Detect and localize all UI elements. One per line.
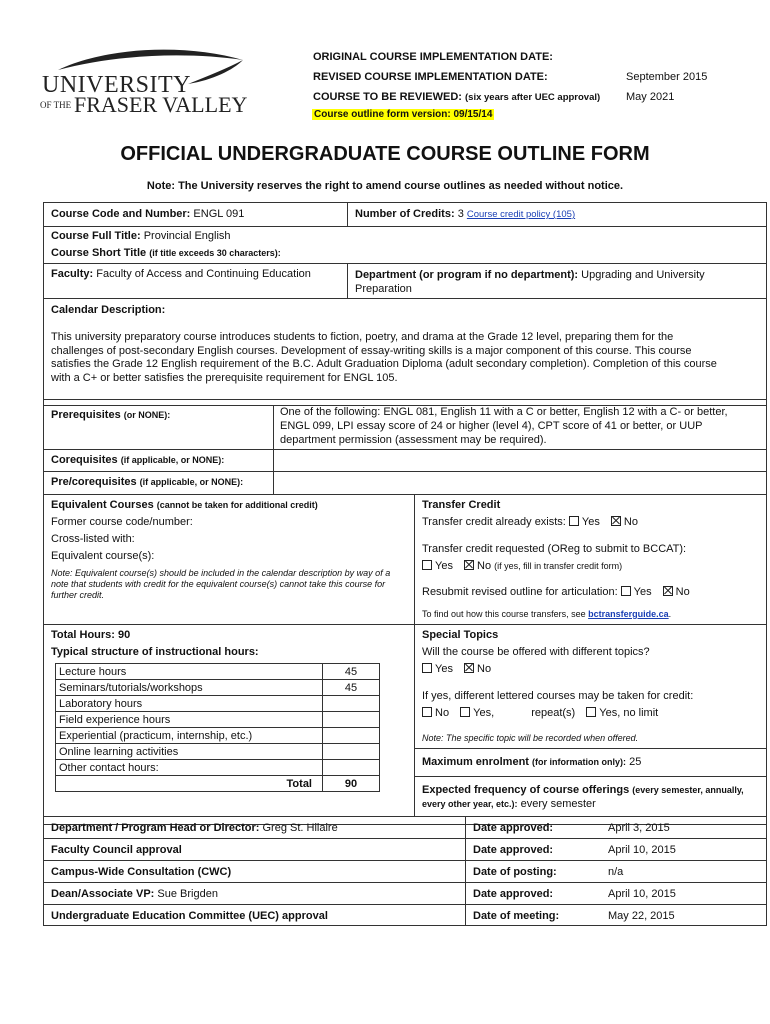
credits-field: [355, 208, 575, 220]
structure-label: Typical structure of instructional hours:: [51, 646, 259, 658]
no-label: No: [623, 516, 638, 528]
logo-of-the: OF THE: [40, 100, 72, 110]
transfer-exists-row: [422, 516, 638, 528]
special-topics-question: Will the course be offered with different topics?: [422, 646, 650, 658]
approval-row: [51, 822, 338, 834]
divider: [414, 494, 415, 624]
logo-university: UNIVERSITY: [42, 72, 191, 98]
hours-row-label: Seminars/tutorials/workshops: [56, 680, 323, 696]
prereq-value: One of the following: ENGL 081, English 11 with a C or better, English 12 with a C- or better, ENGL 099, LPI essay score of 24 or higher (level 4), CPT score of 41 or better, or UUP department permission (assessment may be required).: [280, 406, 728, 446]
hours-row-label: Lecture hours: [56, 664, 323, 680]
approval-value: Sue Brigden: [157, 888, 218, 900]
approval-row: [51, 910, 328, 922]
prereq-field: [51, 409, 170, 421]
divider: [465, 816, 466, 926]
lettered-courses: If yes, different lettered courses may be taken for credit:: [422, 690, 694, 702]
cross-listed: Cross-listed with:: [51, 533, 135, 545]
hours-row-label: Online learning activities: [56, 744, 323, 760]
faculty-label: Faculty:: [51, 268, 94, 280]
frequency-label: Expected frequency of course offerings: [422, 784, 630, 796]
credit-policy-link[interactable]: Course credit policy (105): [466, 209, 576, 220]
precoreq-label: Pre/corequisites: [51, 476, 137, 488]
hours-row-label: Experiential (practicum, internship, etc.): [56, 728, 323, 744]
department-label: Department (or program if no department):: [355, 269, 579, 281]
approval-label: Faculty Council approval: [51, 844, 182, 856]
divider: [347, 202, 348, 226]
transfer-exists-label: Transfer credit already exists:: [422, 516, 566, 528]
special-topics-heading: Special Topics: [422, 629, 499, 641]
approval-date-label: Date of posting:: [473, 866, 557, 878]
table-row: [56, 680, 380, 696]
frequency-note: (every semester, annually, every other year, etc.):: [422, 785, 744, 809]
page-title: OFFICIAL UNDERGRADUATE COURSE OUTLINE FORM: [120, 143, 650, 165]
full-title-field: [51, 230, 231, 242]
table-row: [56, 760, 380, 776]
disclaimer-note: Note: The University reserves the right to amend course outlines as needed without notice.: [146, 180, 624, 192]
precoreq-field: [51, 476, 243, 488]
transfer-requested-note: (if yes, fill in transfer credit form): [494, 561, 623, 571]
table-row: [56, 776, 380, 792]
equivalent-label-note: (cannot be taken for additional credit): [156, 500, 318, 510]
divider: [43, 263, 767, 264]
faculty-field: [51, 268, 311, 280]
university-logo: [38, 48, 248, 120]
table-row: [56, 712, 380, 728]
divider: [43, 494, 767, 495]
hours-row-label: Other contact hours:: [56, 760, 323, 776]
hours-table: [55, 663, 380, 792]
approval-date-value: n/a: [608, 866, 624, 878]
hours-row-value: [323, 744, 380, 760]
equivalent-label: Equivalent Courses: [51, 499, 154, 511]
approval-row: [51, 888, 218, 900]
total-hours-value: 90: [118, 629, 131, 641]
lettered-no-checkbox[interactable]: [422, 707, 432, 717]
approval-label: Dean/Associate VP:: [51, 888, 155, 900]
resubmit-row: [422, 586, 690, 598]
approval-label: Campus-Wide Consultation (CWC): [51, 866, 232, 878]
full-title-value: Provincial English: [143, 230, 231, 242]
hours-total-label: Total: [56, 776, 323, 792]
yes-label: Yes: [581, 516, 600, 528]
no-label: No: [477, 560, 492, 572]
transfer-heading: Transfer Credit: [422, 499, 501, 511]
frequency-value: every semester: [520, 798, 596, 810]
precoreq-note: (if applicable, or NONE):: [139, 477, 244, 487]
review-note: (six years after UEC approval): [465, 92, 601, 103]
max-enrolment: [422, 756, 641, 768]
review-value: May 2021: [626, 91, 675, 103]
resubmit-yes-checkbox[interactable]: [621, 586, 631, 596]
table-row: [56, 744, 380, 760]
offering-frequency: [422, 783, 752, 811]
max-enrolment-label: Maximum enrolment: [422, 756, 529, 768]
approval-date-label: Date approved:: [473, 822, 554, 834]
divider: [347, 263, 348, 298]
divider: [43, 399, 767, 400]
max-enrolment-value: 25: [629, 756, 642, 768]
hours-row-value: 45: [323, 664, 380, 680]
special-topics-row: [422, 663, 491, 675]
find-out-text: To find out how this course transfers, see: [422, 609, 586, 619]
short-title-field: [51, 247, 281, 259]
approval-date-label: Date of meeting:: [473, 910, 560, 922]
yes-label: Yes,: [473, 707, 495, 719]
coreq-field: [51, 454, 224, 466]
divider: [414, 624, 415, 816]
form-version: Course outline form version: 09/15/14: [314, 109, 493, 120]
divider: [43, 471, 767, 472]
approval-row: [51, 844, 182, 856]
no-label: No: [675, 586, 690, 598]
prereq-note: (or NONE):: [123, 410, 171, 420]
full-title-label: Course Full Title:: [51, 230, 141, 242]
revised-date-label: REVISED COURSE IMPLEMENTATION DATE:: [313, 71, 548, 83]
divider: [43, 449, 767, 450]
divider: [43, 882, 767, 883]
short-title-note: (if title exceeds 30 characters):: [149, 248, 281, 258]
table-row: [56, 664, 380, 680]
divider: [43, 904, 767, 905]
calendar-label: Calendar Description:: [51, 304, 166, 316]
resubmit-label: Resubmit revised outline for articulation:: [422, 586, 618, 598]
hours-row-label: Field experience hours: [56, 712, 323, 728]
coreq-note: (if applicable, or NONE):: [120, 455, 225, 465]
hours-row-value: [323, 728, 380, 744]
transfer-requested-no-checkbox[interactable]: [464, 560, 474, 570]
review-row: [313, 91, 600, 103]
yes-label: Yes: [633, 586, 652, 598]
divider: [414, 748, 767, 749]
review-label: COURSE TO BE REVIEWED:: [313, 91, 462, 103]
hours-row-label: Laboratory hours: [56, 696, 323, 712]
transfer-exists-yes-checkbox[interactable]: [569, 516, 579, 526]
divider: [43, 298, 767, 299]
bctransferguide-link[interactable]: bctransferguide.ca: [588, 609, 669, 619]
course-code-field: [51, 208, 244, 220]
approval-date-label: Date approved:: [473, 888, 554, 900]
max-enrolment-note: (for information only):: [532, 757, 627, 767]
revised-date-value: September 2015: [626, 71, 708, 83]
lettered-yes-checkbox[interactable]: [460, 707, 470, 717]
yes-label: Yes: [435, 560, 453, 572]
department-value: Upgrading and University Preparation: [355, 269, 705, 295]
calendar-description: This university preparatory course introduces students to fiction, poetry, and drama at the Grade 12 level, preparing them for the challenges of post-secondary English courses. Development of essay-writing skills is a major component of this course. This course satisfies the Grade 12 English requirement of the B.C. Adult Graduation Diploma (adult secondary completion). Completion of this course with a C+ or better satisfies the prerequisite requirement for ENGL 105.: [51, 331, 717, 384]
divider: [273, 405, 274, 495]
yes-label: Yes: [435, 663, 453, 675]
hours-row-value: [323, 696, 380, 712]
divider: [43, 624, 767, 625]
resubmit-no-checkbox[interactable]: [663, 586, 673, 596]
former-course: Former course code/number:: [51, 516, 193, 528]
table-row: [56, 728, 380, 744]
approval-date-label: Date approved:: [473, 844, 554, 856]
transfer-requested-row: [422, 560, 622, 572]
hours-total-value: 90: [323, 776, 380, 792]
department-field: [355, 268, 735, 296]
faculty-value: Faculty of Access and Continuing Education: [96, 268, 311, 280]
special-topics-no-checkbox[interactable]: [464, 663, 474, 673]
approval-date-value: May 22, 2015: [608, 910, 675, 922]
total-hours: [51, 629, 130, 641]
approval-date-value: April 10, 2015: [608, 888, 676, 900]
approval-label: Undergraduate Education Committee (UEC) approval: [51, 910, 328, 922]
equivalent-courses: Equivalent course(s):: [51, 550, 155, 562]
transfer-guide-row: To find out how this course transfers, see bctransferguide.ca.: [422, 609, 672, 619]
total-hours-label: Total Hours:: [51, 629, 115, 641]
hours-row-value: [323, 760, 380, 776]
logo-fraser-valley: FRASER VALLEY: [74, 92, 248, 117]
lettered-options-row: [422, 707, 658, 719]
transfer-exists-no-checkbox[interactable]: [611, 516, 621, 526]
lettered-no-limit-checkbox[interactable]: [586, 707, 596, 717]
transfer-requested-yes-checkbox[interactable]: [422, 560, 432, 570]
divider: [43, 860, 767, 861]
transfer-requested: Transfer credit requested (OReg to submit to BCCAT):: [422, 543, 687, 555]
divider: [43, 226, 767, 227]
course-code-label: Course Code and Number:: [51, 208, 191, 220]
short-title-label: Course Short Title: [51, 247, 147, 259]
coreq-label: Corequisites: [51, 454, 118, 466]
approval-row: [51, 866, 231, 878]
no-label: No: [477, 663, 492, 675]
hours-row-value: 45: [323, 680, 380, 696]
hours-row-value: [323, 712, 380, 728]
divider: [43, 405, 767, 406]
credits-value: 3: [457, 208, 464, 220]
divider: [414, 776, 767, 777]
equivalent-note: Note: Equivalent course(s) should be included in the calendar description by way of a note that students with credit for the equivalent course(s) cannot take this course for further credit.: [51, 568, 391, 600]
equivalent-heading: [51, 499, 318, 511]
original-date-label: ORIGINAL COURSE IMPLEMENTATION DATE:: [313, 51, 553, 63]
credits-label: Number of Credits:: [355, 208, 455, 220]
approval-date-value: April 3, 2015: [608, 822, 670, 834]
table-row: [56, 696, 380, 712]
no-label: No: [435, 707, 450, 719]
approval-date-value: April 10, 2015: [608, 844, 676, 856]
repeats-label: repeat(s): [531, 707, 576, 719]
approval-value: Greg St. Hilaire: [262, 822, 338, 834]
prereq-label: Prerequisites: [51, 409, 121, 421]
approval-label: Department / Program Head or Director:: [51, 822, 260, 834]
course-code-value: ENGL 091: [193, 208, 245, 220]
special-topics-note: Note: The specific topic will be recorded when offered.: [422, 733, 639, 743]
special-topics-yes-checkbox[interactable]: [422, 663, 432, 673]
divider: [43, 838, 767, 839]
yes-no-limit-label: Yes, no limit: [599, 707, 659, 719]
